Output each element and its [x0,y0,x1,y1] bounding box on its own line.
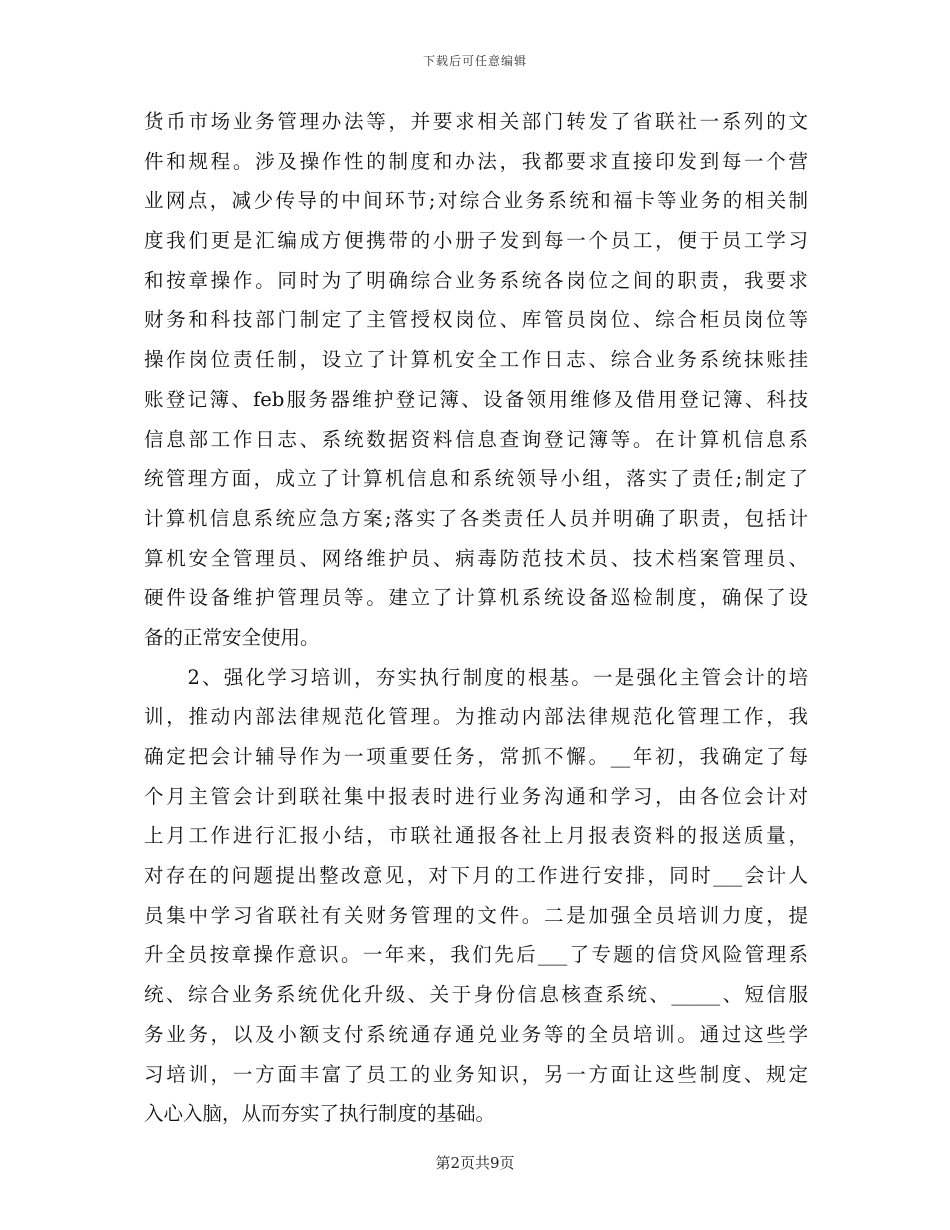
text-line: 统、综合业务系统优化升级、关于身份信息核查系统、_____、短信服 [144,983,808,1007]
text-line: 件和规程。涉及操作性的制度和办法，我都要求直接印发到每一个营 [144,149,808,173]
text-line: 算机安全管理员、网络维护员、病毒防范技术员、技术档案管理员、 [144,546,808,570]
text-line: 度我们更是汇编成方便携带的小册子发到每一个员工，便于员工学习 [144,229,808,253]
text-line: 操作岗位责任制，设立了计算机安全工作日志、综合业务系统抹账挂 [144,348,808,372]
text-line: 务业务，以及小额支付系统通存通兑业务等的全员培训。通过这些学 [144,1022,808,1046]
text-line: 业网点，减少传导的中间环节;对综合业务系统和福卡等业务的相关制 [144,189,808,213]
text-line: 信息部工作日志、系统数据资料信息查询登记簿等。在计算机信息系 [144,427,808,451]
text-line: 2、强化学习培训，夯实执行制度的根基。一是强化主管会计的培 [144,665,808,689]
text-line: 货币市场业务管理办法等，并要求相关部门转发了省联社一系列的文 [144,110,808,133]
text-line: 账登记簿、feb服务器维护登记簿、设备领用维修及借用登记簿、科技 [144,387,808,411]
text-line: 硬件设备维护管理员等。建立了计算机系统设备巡检制度，确保了设 [144,586,808,610]
text-line: 习培训，一方面丰富了员工的业务知识，另一方面让这些制度、规定 [144,1062,808,1086]
text-line: 员集中学习省联社有关财务管理的文件。二是加强全员培训力度，提 [144,903,808,927]
page-number: 第2页共9页 [435,1154,515,1172]
document-body [144,102,808,1134]
text-line: 财务和科技部门制定了主管授权岗位、库管员岗位、综合柜员岗位等 [144,308,808,332]
text-line: 训，推动内部法律规范化管理。为推动内部法律规范化管理工作，我 [144,705,808,729]
paragraph-last-line: 入心入脑，从而夯实了执行制度的基础。 [144,1102,496,1126]
page-header: 下载后可任意编辑 [422,54,527,68]
text-line: 确定把会计辅导作为一项重要任务，常抓不懈。__年初，我确定了每 [144,745,808,768]
text-line: 和按章操作。同时为了明确综合业务系统各岗位之间的职责，我要求 [144,268,808,292]
text-line: 上月工作进行汇报小结，市联社通报各社上月报表资料的报送质量， [144,824,808,848]
text-line: 统管理方面，成立了计算机信息和系统领导小组，落实了责任;制定了 [144,467,808,491]
text-line: 计算机信息系统应急方案;落实了各类责任人员并明确了职责，包括计 [144,506,808,530]
text-line: 升全员按章操作意识。一年来，我们先后___了专题的信贷风险管理系 [144,943,808,967]
text-line: 个月主管会计到联社集中报表时进行业务沟通和学习，由各位会计对 [144,784,808,808]
paragraph-last-line: 备的正常安全使用。 [144,625,320,649]
text-line: 对存在的问题提出整改意见，对下月的工作进行安排，同时___会计人 [144,864,808,888]
